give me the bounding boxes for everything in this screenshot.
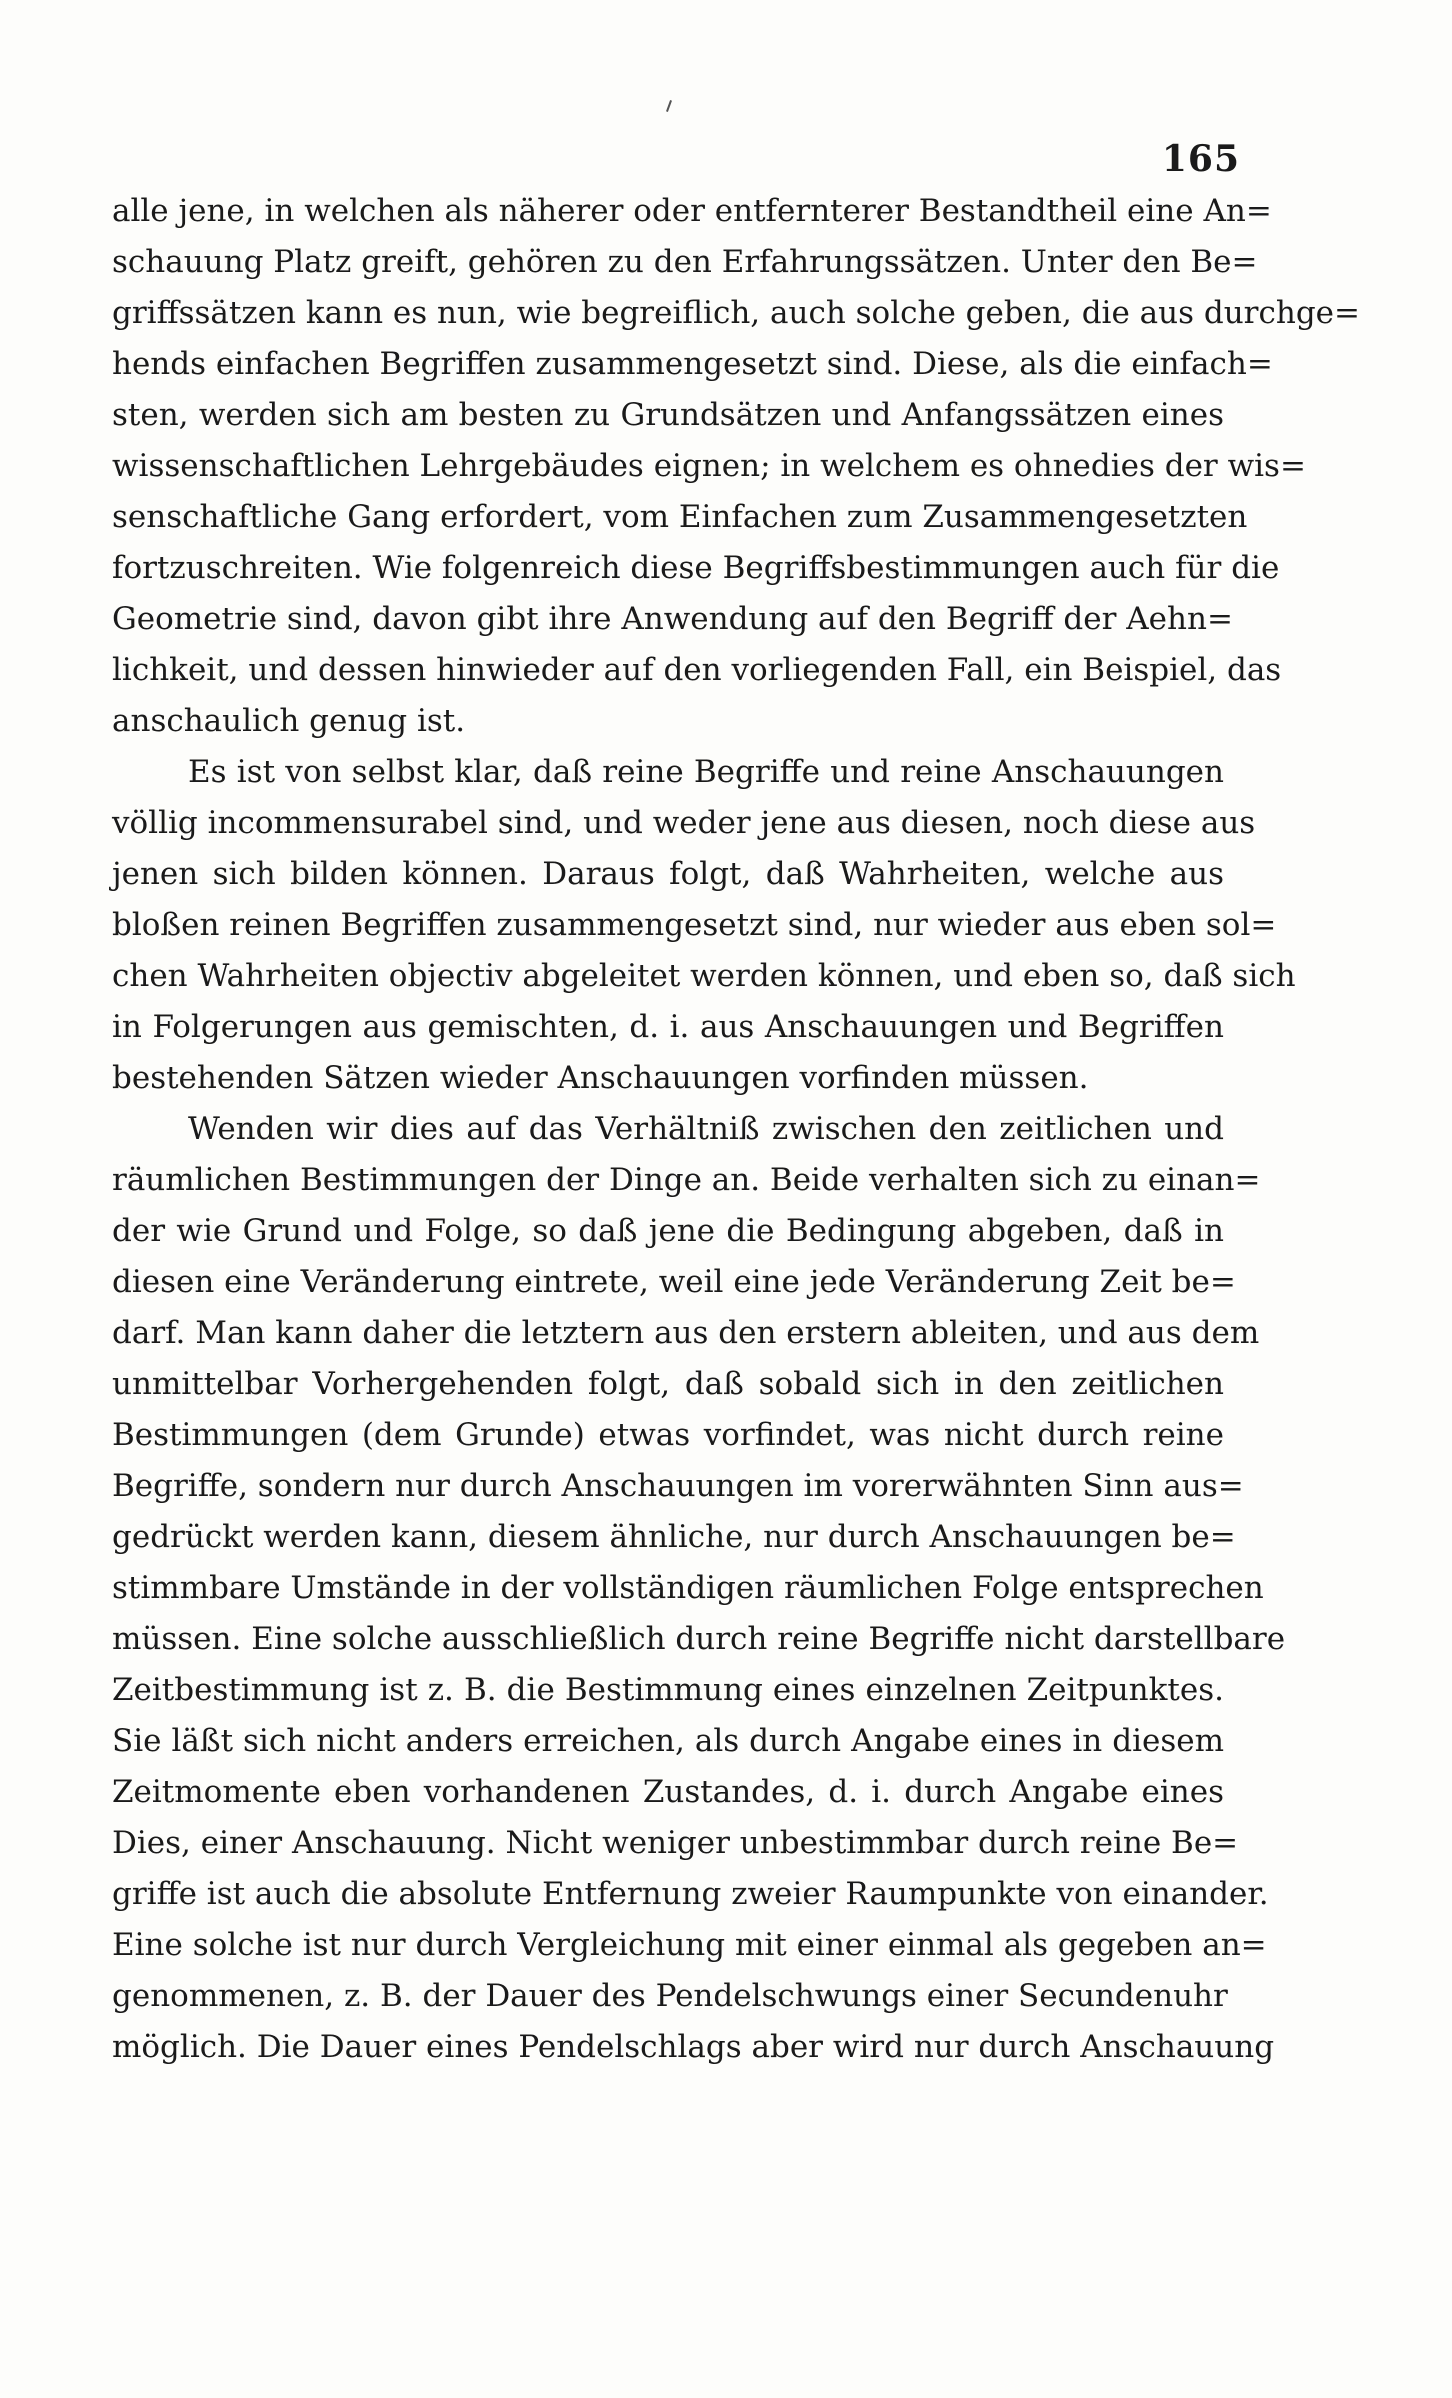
text-line: Bestimmungen (dem Grunde) etwas vorfindet, was nicht durch reine <box>112 1417 1224 1453</box>
text-line: lichkeit, und dessen hinwieder auf den vorliegenden Fall, ein Beispiel, das <box>112 652 1282 688</box>
text-line: jenen sich bilden können. Daraus folgt, daß Wahrheiten, welche aus <box>112 856 1224 892</box>
text-line: völlig incommensurabel sind, und weder jene aus diesen, noch diese aus <box>112 805 1256 841</box>
text-line: wissenschaftlichen Lehrgebäudes eignen; in welchem es ohnedies der wis= <box>112 448 1306 484</box>
text-line: unmittelbar Vorhergehenden folgt, daß sobald sich in den zeitlichen <box>112 1366 1224 1402</box>
text-line: Sie läßt sich nicht anders erreichen, als durch Angabe eines in diesem <box>112 1723 1224 1759</box>
text-line: möglich. Die Dauer eines Pendelschlags aber wird nur durch Anschauung <box>112 2029 1275 2065</box>
text-line: bloßen reinen Begriffen zusammengesetzt sind, nur wieder aus eben sol= <box>112 907 1277 943</box>
text-line: räumlichen Bestimmungen der Dinge an. Beide verhalten sich zu einan= <box>112 1162 1261 1198</box>
text-line: Es ist von selbst klar, daß reine Begriffe und reine Anschauungen <box>188 754 1224 790</box>
text-line: anschaulich genug ist. <box>112 703 466 739</box>
text-line: stimmbare Umstände in der vollständigen räumlichen Folge entsprechen <box>112 1570 1264 1606</box>
text-line: Begriffe, sondern nur durch Anschauungen im vorerwähnten Sinn aus= <box>112 1468 1244 1504</box>
text-line: griffssätzen kann es nun, wie begreiflich, auch solche geben, die aus durchge= <box>112 295 1360 331</box>
text-line: chen Wahrheiten objectiv abgeleitet werden können, und eben so, daß sich <box>112 958 1296 994</box>
text-line: hends einfachen Begriffen zusammengesetzt sind. Diese, als die einfach= <box>112 346 1273 382</box>
text-line: griffe ist auch die absolute Entfernung zweier Raumpunkte von einander. <box>112 1876 1269 1912</box>
text-line: Zeitmomente eben vorhandenen Zustandes, d. i. durch Angabe eines <box>112 1774 1224 1810</box>
text-line: gedrückt werden kann, diesem ähnliche, nur durch Anschauungen be= <box>112 1519 1236 1555</box>
text-line: schauung Platz greift, gehören zu den Erfahrungssätzen. Unter den Be= <box>112 244 1258 280</box>
text-line: Eine solche ist nur durch Vergleichung mit einer einmal als gegeben an= <box>112 1927 1267 1963</box>
text-line: in Folgerungen aus gemischten, d. i. aus Anschauungen und Begriffen <box>112 1009 1224 1045</box>
body-text <box>112 186 1360 2073</box>
text-line: müssen. Eine solche ausschließlich durch reine Begriffe nicht darstellbare <box>112 1621 1286 1657</box>
text-line: genommenen, z. B. der Dauer des Pendelschwungs einer Secundenuhr <box>112 1978 1228 2014</box>
text-line: alle jene, in welchen als näherer oder entfernterer Bestandtheil eine An= <box>112 193 1272 229</box>
ink-speck <box>666 100 672 112</box>
text-line: sten, werden sich am besten zu Grundsätzen und Anfangssätzen eines <box>112 397 1224 433</box>
text-line: Wenden wir dies auf das Verhältniß zwischen den zeitlichen und <box>188 1111 1224 1147</box>
text-line: bestehenden Sätzen wieder Anschauungen vorfinden müssen. <box>112 1060 1089 1096</box>
text-line: der wie Grund und Folge, so daß jene die Bedingung abgeben, daß in <box>112 1213 1224 1249</box>
page-number: 165 <box>1161 138 1240 180</box>
text-line: diesen eine Veränderung eintrete, weil eine jede Veränderung Zeit be= <box>112 1264 1236 1300</box>
text-line: darf. Man kann daher die letztern aus den erstern ableiten, und aus dem <box>112 1315 1260 1351</box>
text-line: fortzuschreiten. Wie folgenreich diese Begriffsbestimmungen auch für die <box>112 550 1280 586</box>
text-line: Geometrie sind, davon gibt ihre Anwendung auf den Begriff der Aehn= <box>112 601 1233 637</box>
text-line: Dies, einer Anschauung. Nicht weniger unbestimmbar durch reine Be= <box>112 1825 1239 1861</box>
text-line: senschaftliche Gang erfordert, vom Einfachen zum Zusammengesetzten <box>112 499 1248 535</box>
text-line: Zeitbestimmung ist z. B. die Bestimmung eines einzelnen Zeitpunktes. <box>112 1672 1224 1708</box>
